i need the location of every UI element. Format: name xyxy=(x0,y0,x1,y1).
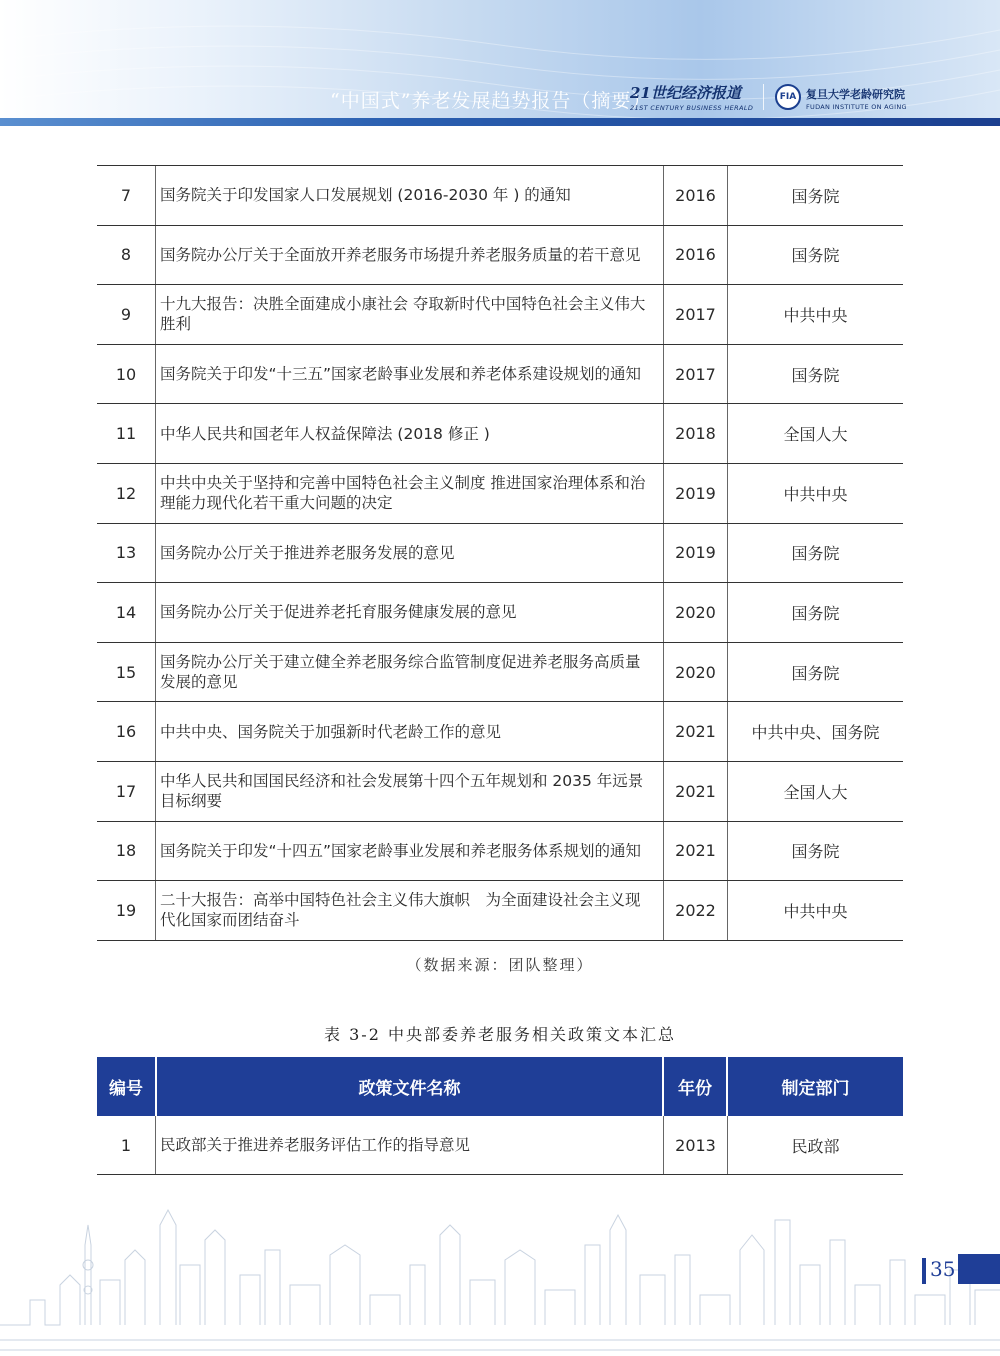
policy-dept: 中共中央、国务院 xyxy=(751,723,880,743)
policy-table-continued xyxy=(97,165,903,941)
table-row xyxy=(97,464,903,524)
city-skyline-decoration xyxy=(0,1205,1000,1356)
policy-dept: 国务院 xyxy=(791,544,840,564)
policy-name: 民政部关于推进养老服务评估工作的指导意见 xyxy=(155,1116,664,1174)
header-divider xyxy=(763,84,764,110)
policy-year: 2020 xyxy=(664,583,728,642)
fudan-logo-icon: FIA xyxy=(775,84,801,110)
row-number: 15 xyxy=(115,662,137,682)
row-number: 16 xyxy=(115,722,137,742)
page-header xyxy=(0,0,1000,126)
row-number: 14 xyxy=(115,602,137,622)
policy-name: 国务院办公厅关于建立健全养老服务综合监管制度促进养老服务高质量发展的意见 xyxy=(155,643,664,702)
page-number-bar xyxy=(922,1258,926,1284)
policy-name: 中华人民共和国老年人权益保障法 (2018 修正 ) xyxy=(155,404,664,463)
policy-year: 2013 xyxy=(664,1116,728,1174)
table-row xyxy=(97,583,903,643)
brand-subtitle: 21ST CENTURY BUSINESS HERALD xyxy=(630,104,754,112)
policy-name: 国务院办公厅关于推进养老服务发展的意见 xyxy=(155,524,664,583)
policy-name: 中共中央关于坚持和完善中国特色社会主义制度 推进国家治理体系和治理能力现代化若干重大问题的决定 xyxy=(155,464,664,523)
policy-dept: 国务院 xyxy=(791,186,840,206)
header-stripe xyxy=(0,118,1000,126)
row-number: 8 xyxy=(120,245,132,265)
ministry-policy-table xyxy=(97,1057,903,1175)
table-row xyxy=(97,524,903,584)
header-dept: 制定部门 xyxy=(781,1079,850,1099)
policy-name: 中华人民共和国国民经济和社会发展第十四个五年规划和 2035 年远景目标纲要 xyxy=(155,762,664,821)
table-caption: 表 3-2 中央部委养老服务相关政策文本汇总 xyxy=(324,1025,676,1044)
policy-dept: 中共中央 xyxy=(783,484,848,504)
policy-year: 2019 xyxy=(664,464,728,523)
policy-name: 二十大报告：高举中国特色社会主义伟大旗帜 为全面建设社会主义现代化国家而团结奋斗 xyxy=(155,881,664,940)
table-row xyxy=(97,643,903,703)
table-row xyxy=(97,404,903,464)
row-number: 11 xyxy=(115,424,137,444)
row-number: 10 xyxy=(115,364,137,384)
policy-dept: 国务院 xyxy=(791,663,840,683)
policy-year: 2022 xyxy=(664,881,728,940)
header-policy-name: 政策文件名称 xyxy=(155,1057,664,1116)
policy-year: 2021 xyxy=(664,822,728,881)
page-number: 35 xyxy=(930,1257,956,1281)
policy-dept: 国务院 xyxy=(791,842,840,862)
policy-year: 2021 xyxy=(664,702,728,761)
table-row xyxy=(97,1116,903,1175)
institute-name-cn: 复旦大学老龄研究院 xyxy=(806,88,905,101)
policy-dept: 国务院 xyxy=(791,365,840,385)
table-row xyxy=(97,166,903,226)
policy-name: 国务院关于印发“十四五”国家老龄事业发展和养老服务体系规划的通知 xyxy=(155,822,664,881)
table-header xyxy=(97,1057,903,1116)
row-number: 13 xyxy=(115,543,137,563)
policy-name: 国务院关于印发“十三五”国家老龄事业发展和养老体系建设规划的通知 xyxy=(155,345,664,404)
institute-name xyxy=(806,86,907,111)
policy-name: 国务院关于印发国家人口发展规划 (2016-2030 年 ) 的通知 xyxy=(155,166,664,225)
newspaper-brand xyxy=(630,82,760,112)
policy-year: 2016 xyxy=(664,226,728,285)
data-source-note: （数据来源：团队整理） xyxy=(406,956,594,974)
page-number-strip xyxy=(958,1254,1000,1284)
policy-dept: 民政部 xyxy=(791,1136,840,1156)
policy-year: 2020 xyxy=(664,643,728,702)
policy-year: 2018 xyxy=(664,404,728,463)
policy-dept: 国务院 xyxy=(791,603,840,623)
header-number: 编号 xyxy=(109,1079,143,1099)
policy-dept: 全国人大 xyxy=(783,782,848,802)
policy-dept: 全国人大 xyxy=(783,425,848,445)
row-number: 9 xyxy=(120,304,132,324)
policy-dept: 中共中央 xyxy=(783,901,848,921)
row-number: 12 xyxy=(115,483,137,503)
row-number: 17 xyxy=(115,781,137,801)
policy-year: 2017 xyxy=(664,285,728,344)
table-row xyxy=(97,285,903,345)
row-number: 19 xyxy=(115,900,137,920)
institute-name-en: FUDAN INSTITUTE ON AGING xyxy=(806,103,907,111)
brand-main-title: 21世纪经济报道 xyxy=(630,84,741,102)
table-row xyxy=(97,822,903,882)
policy-name: 国务院办公厅关于全面放开养老服务市场提升养老服务质量的若干意见 xyxy=(155,226,664,285)
policy-name: 十九大报告：决胜全面建成小康社会 夺取新时代中国特色社会主义伟大胜利 xyxy=(155,285,664,344)
row-number: 7 xyxy=(120,185,132,205)
report-title: “中国式”养老发展趋势报告（摘要） xyxy=(330,90,652,112)
policy-name: 国务院办公厅关于促进养老托育服务健康发展的意见 xyxy=(155,583,664,642)
header-year: 年份 xyxy=(664,1057,728,1116)
policy-name: 中共中央、国务院关于加强新时代老龄工作的意见 xyxy=(155,702,664,761)
policy-year: 2021 xyxy=(664,762,728,821)
policy-dept: 国务院 xyxy=(791,246,840,266)
table-row xyxy=(97,702,903,762)
policy-year: 2017 xyxy=(664,345,728,404)
policy-dept: 中共中央 xyxy=(783,305,848,325)
table-row xyxy=(97,226,903,286)
row-number: 1 xyxy=(120,1135,132,1155)
table-row xyxy=(97,762,903,822)
row-number: 18 xyxy=(115,841,137,861)
table-row xyxy=(97,881,903,941)
table-row xyxy=(97,345,903,405)
policy-year: 2016 xyxy=(664,166,728,225)
policy-year: 2019 xyxy=(664,524,728,583)
